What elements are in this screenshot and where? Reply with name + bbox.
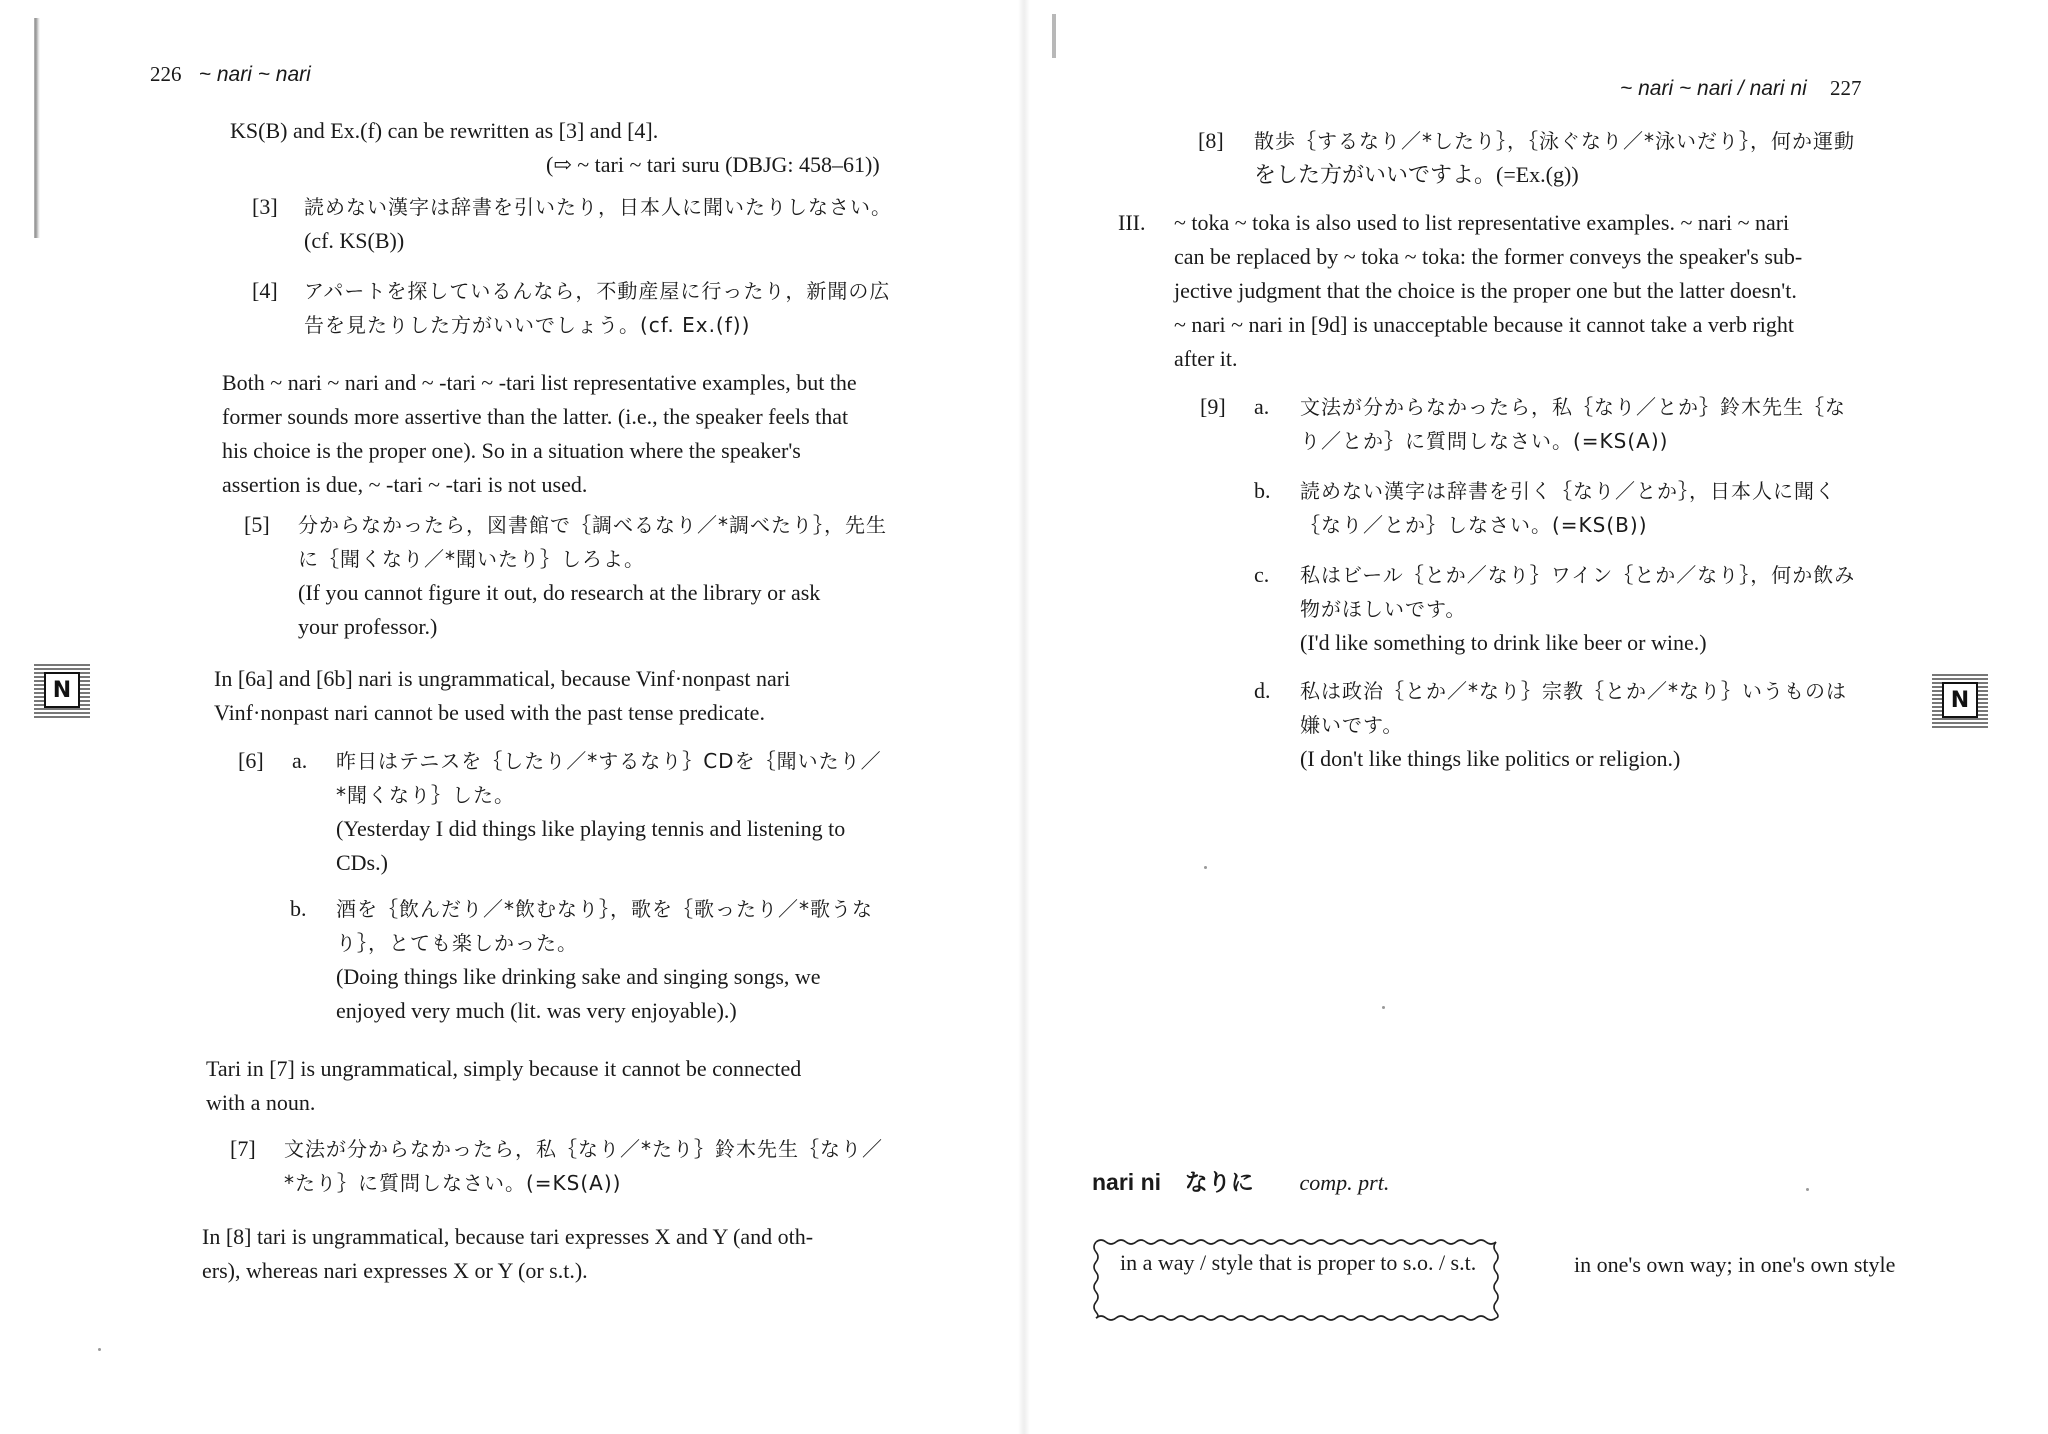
paper-speck bbox=[98, 1348, 101, 1351]
right-page-header bbox=[1620, 76, 1862, 101]
example-japanese: 私はビール｛とか／なり｝ワイン｛とか／なり｝，何か飲み bbox=[1300, 563, 1856, 587]
sub-example-label: b. bbox=[290, 896, 307, 921]
example-japanese: 酒を｛飲んだり／*飲むなり｝，歌を｛歌ったり／*歌うな bbox=[336, 897, 873, 921]
section-3-paragraph bbox=[1174, 206, 1914, 376]
entry-kana: なりに bbox=[1184, 1170, 1254, 1196]
running-head: ~ nari ~ nari bbox=[198, 63, 311, 86]
example-japanese: 昨日はテニスを｛したり／*するなり｝CDを｛聞いたり／ bbox=[336, 749, 882, 773]
paragraph-line: In [8] tari is ungrammatical, because tari expresses X and Y (and oth- bbox=[202, 1224, 814, 1249]
sub-example-label: b. bbox=[1254, 478, 1271, 503]
paragraph-line: ~ nari ~ nari in [9d] is unacceptable because it cannot take a verb right bbox=[1174, 312, 1794, 337]
example-japanese: 告を見たりした方がいいでしょう。(cf. Ex.(f)) bbox=[304, 313, 751, 337]
section-number: III. bbox=[1118, 210, 1146, 235]
explanation-paragraph bbox=[222, 366, 942, 502]
sub-example-label: a. bbox=[292, 748, 308, 773]
paper-speck bbox=[1382, 1006, 1385, 1009]
example-japanese: 読めない漢字は辞書を引く｛なり／とか｝，日本人に聞く bbox=[1300, 479, 1836, 503]
example-japanese: り／とか｝に質問しなさい。(=KS(A)) bbox=[1300, 429, 1669, 453]
paragraph-line: In [6a] and [6b] nari is ungrammatical, because Vinf·nonpast nari bbox=[214, 666, 791, 691]
entry-term: nari ni bbox=[1092, 1169, 1162, 1195]
example-9c bbox=[1300, 558, 1855, 660]
binding-edge-mark bbox=[1052, 14, 1056, 58]
page-number: 227 bbox=[1830, 76, 1862, 100]
example-japanese: 嫌いです。 bbox=[1300, 713, 1404, 737]
example-translation: enjoyed very much (lit. was very enjoyable).) bbox=[336, 998, 737, 1023]
paragraph-line: Tari in [7] is ungrammatical, simply because it cannot be connected bbox=[206, 1056, 802, 1081]
example-japanese: *たり｝に質問しなさい。(=KS(A)) bbox=[284, 1171, 622, 1195]
example-translation: (Yesterday I did things like playing tennis and listening to bbox=[336, 816, 846, 841]
example-9b bbox=[1300, 474, 1836, 542]
paragraph-line: ers), whereas nari expresses X or Y (or s.t.). bbox=[202, 1258, 588, 1283]
example-3 bbox=[304, 190, 892, 258]
example-label: [8] bbox=[1198, 128, 1224, 153]
section-tab bbox=[1932, 672, 1988, 728]
example-japanese: 文法が分からなかったら，私｛なり／とか｝鈴木先生｛な bbox=[1300, 395, 1846, 419]
example-japanese: ｛なり／とか｝しなさい。(=KS(B)) bbox=[1300, 513, 1648, 537]
example-translation: (If you cannot figure it out, do research at the library or ask bbox=[298, 580, 821, 605]
example-reference: (cf. KS(B)) bbox=[304, 228, 405, 253]
running-head: ~ nari ~ nari / nari ni bbox=[1620, 77, 1807, 100]
example-label: [4] bbox=[252, 278, 278, 303]
example-6b bbox=[336, 892, 873, 1028]
paragraph-line: after it. bbox=[1174, 346, 1238, 371]
paragraph-line: Vinf·nonpast nari cannot be used with the past tense predicate. bbox=[214, 700, 765, 725]
entry-english-equivalent: in one's own way; in one's own style bbox=[1574, 1252, 1896, 1277]
example-translation: (I'd like something to drink like beer or wine.) bbox=[1300, 630, 1707, 655]
entry-definition: in a way / style that is proper to s.o. / s.t. bbox=[1120, 1250, 1477, 1275]
example-japanese: アパートを探しているんなら，不動産屋に行ったり，新聞の広 bbox=[304, 279, 891, 303]
paper-speck bbox=[1204, 866, 1207, 869]
section-tab bbox=[34, 662, 90, 718]
sub-example-label: d. bbox=[1254, 678, 1271, 703]
definition-box bbox=[1090, 1236, 1504, 1324]
example-4 bbox=[304, 274, 890, 342]
section-tab-letter: N bbox=[44, 672, 80, 708]
example-japanese: 散歩｛するなり／*したり｝，｛泳ぐなり／*泳いだり｝，何か運動 bbox=[1254, 129, 1855, 153]
example-6a bbox=[336, 744, 882, 880]
paragraph-line: his choice is the proper one). So in a situation where the speaker's bbox=[222, 438, 801, 463]
left-page-header bbox=[150, 62, 311, 87]
sub-example-label: c. bbox=[1254, 562, 1270, 587]
example-japanese: をした方がいいですよ。(=Ex.(g)) bbox=[1254, 162, 1579, 187]
example-7 bbox=[284, 1132, 883, 1200]
example-8 bbox=[1254, 124, 1855, 192]
example-japanese: 読めない漢字は辞書を引いたり，日本人に聞いたりしなさい。 bbox=[304, 195, 892, 219]
example-translation: (Doing things like drinking sake and singing songs, we bbox=[336, 964, 821, 989]
example-5 bbox=[298, 508, 887, 644]
section-tab-letter: N bbox=[1942, 682, 1978, 718]
example-9a bbox=[1300, 390, 1846, 458]
explanation-paragraph bbox=[202, 1220, 942, 1288]
example-label: [7] bbox=[230, 1136, 256, 1161]
paragraph-line: former sounds more assertive than the latter. (i.e., the speaker feels that bbox=[222, 404, 849, 429]
paragraph-line: with a noun. bbox=[206, 1090, 316, 1115]
example-label: [5] bbox=[244, 512, 270, 537]
example-translation: your professor.) bbox=[298, 614, 438, 639]
example-japanese: 分からなかったら，図書館で｛調べるなり／*調べたり｝，先生 bbox=[298, 513, 887, 537]
example-japanese: 文法が分からなかったら，私｛なり／*たり｝鈴木先生｛なり／ bbox=[284, 1137, 883, 1161]
intro-text: KS(B) and Ex.(f) can be rewritten as [3] and [4]. bbox=[230, 118, 659, 143]
example-label: [6] bbox=[238, 748, 264, 773]
example-japanese: 物がほしいです。 bbox=[1300, 597, 1467, 621]
explanation-paragraph bbox=[214, 662, 954, 730]
paragraph-line: ~ toka ~ toka is also used to list representative examples. ~ nari ~ nari bbox=[1174, 210, 1790, 235]
paragraph-line: Both ~ nari ~ nari and ~ -tari ~ -tari list representative examples, but the bbox=[222, 370, 857, 395]
example-9d bbox=[1300, 674, 1847, 776]
example-japanese: *聞くなり｝した。 bbox=[336, 783, 515, 807]
paragraph-line: jective judgment that the choice is the proper one but the latter doesn't. bbox=[1174, 278, 1797, 303]
entry-part-of-speech: comp. prt. bbox=[1299, 1170, 1390, 1195]
example-translation: (I don't like things like politics or religion.) bbox=[1300, 746, 1681, 771]
example-japanese: り｝，とても楽しかった。 bbox=[336, 931, 578, 955]
crossref-text: (⇨ ~ tari ~ tari suru (DBJG: 458–61)) bbox=[546, 152, 880, 177]
example-label: [9] bbox=[1200, 394, 1226, 419]
paragraph-line: assertion is due, ~ -tari ~ -tari is not used. bbox=[222, 472, 588, 497]
example-japanese: に｛聞くなり／*聞いたり｝しろよ。 bbox=[298, 547, 645, 571]
entry-heading bbox=[1092, 1164, 1389, 1197]
example-japanese: 私は政治｛とか／*なり｝宗教｛とか／*なり｝いうものは bbox=[1300, 679, 1847, 703]
example-label: [3] bbox=[252, 194, 278, 219]
example-translation: CDs.) bbox=[336, 850, 388, 875]
page-number: 226 bbox=[150, 62, 182, 86]
sub-example-label: a. bbox=[1254, 394, 1270, 419]
explanation-paragraph bbox=[206, 1052, 946, 1120]
paragraph-line: can be replaced by ~ toka ~ toka: the former conveys the speaker's sub- bbox=[1174, 244, 1803, 269]
paper-speck bbox=[1806, 1188, 1809, 1191]
